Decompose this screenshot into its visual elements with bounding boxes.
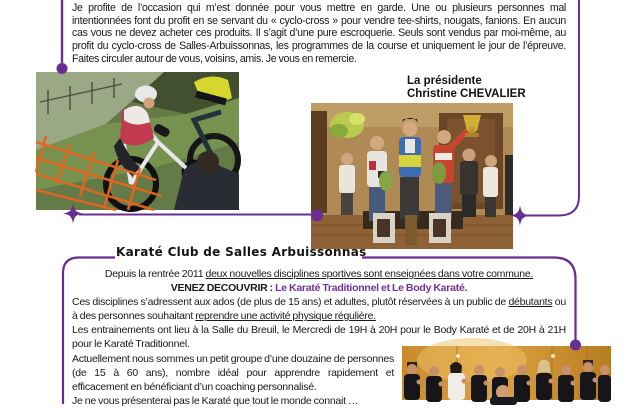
karate-section-heading: Karaté Club de Salles Arbuissonnas [116,245,367,259]
president-title: La présidente [407,75,482,87]
discover-value: Le Karaté Traditionnel et Le Body Karaté. [275,282,468,295]
dot-icon [311,210,323,222]
karate-paragraph-1 [72,295,566,323]
dot-icon [570,340,581,351]
karate-paragraph-4: Je ne vous présenterai pas le Karaté que tout le monde connait … [72,394,359,407]
intro-underlined: deux nouvelles disciplines sportives sont enseignées dans votre commune. [205,268,534,280]
star-icon [63,204,83,224]
karate-intro-line [72,267,566,281]
president-signature [407,75,526,101]
warning-paragraph [72,2,566,66]
p1-underlined-2: reprendre une activité physique régulière. [195,310,376,323]
p1-underlined-1: débutants [508,296,553,309]
p1-text-b: ou à des personnes souhaitant [72,296,566,323]
star-icon [510,206,530,226]
p1-text-a: Ces disciplines s’adressent aux ados (de plus de 15 ans) et adultes, plutôt réservées à un public de [72,296,509,309]
karate-paragraph-2: Les entrainements ont lieu à la Salle du Breuil, le Mercredi de 19H à 20H pour le Body Karaté et de 20H à 21H pour le Karaté Traditionnel. [72,324,566,351]
karate-paragraph-3: Actuellement nous sommes un petit groupe d’une douzaine de personnes (de 15 à 60 ans), nombre idéal pour apprendre rapidement et efficacement en bénéficiant d’un coaching personnalisé. [72,352,394,393]
karate-section-body [72,267,566,408]
warning-text: Je profite de l’occasion qui m’est donnée pour vous mettre en garde. Une ou plusieurs personnes mal intentionnées font du profit en se servant du « cyclo-cross » pour vendre tee-shirts, nougats, fanions. En aucun cas vous ne devez acheter ces produits. Il s’agit d’une pure escroquerie. Seuls sont vendus par moi-même, au profit du cyclo-cross de Salles-Arbuissonnas, les programmes de la course et uniquement le jour de l’épreuve. Faites circuler autour de vous, voisins, amis. Je vous en remercie. [72,2,566,65]
discover-line [72,281,566,295]
intro-prefix: Depuis la rentrée 2011 [104,268,206,280]
dot-icon [57,63,68,74]
discover-label: VENEZ DECOUVRIR : [170,282,276,295]
president-name: Christine CHEVALIER [407,88,526,100]
